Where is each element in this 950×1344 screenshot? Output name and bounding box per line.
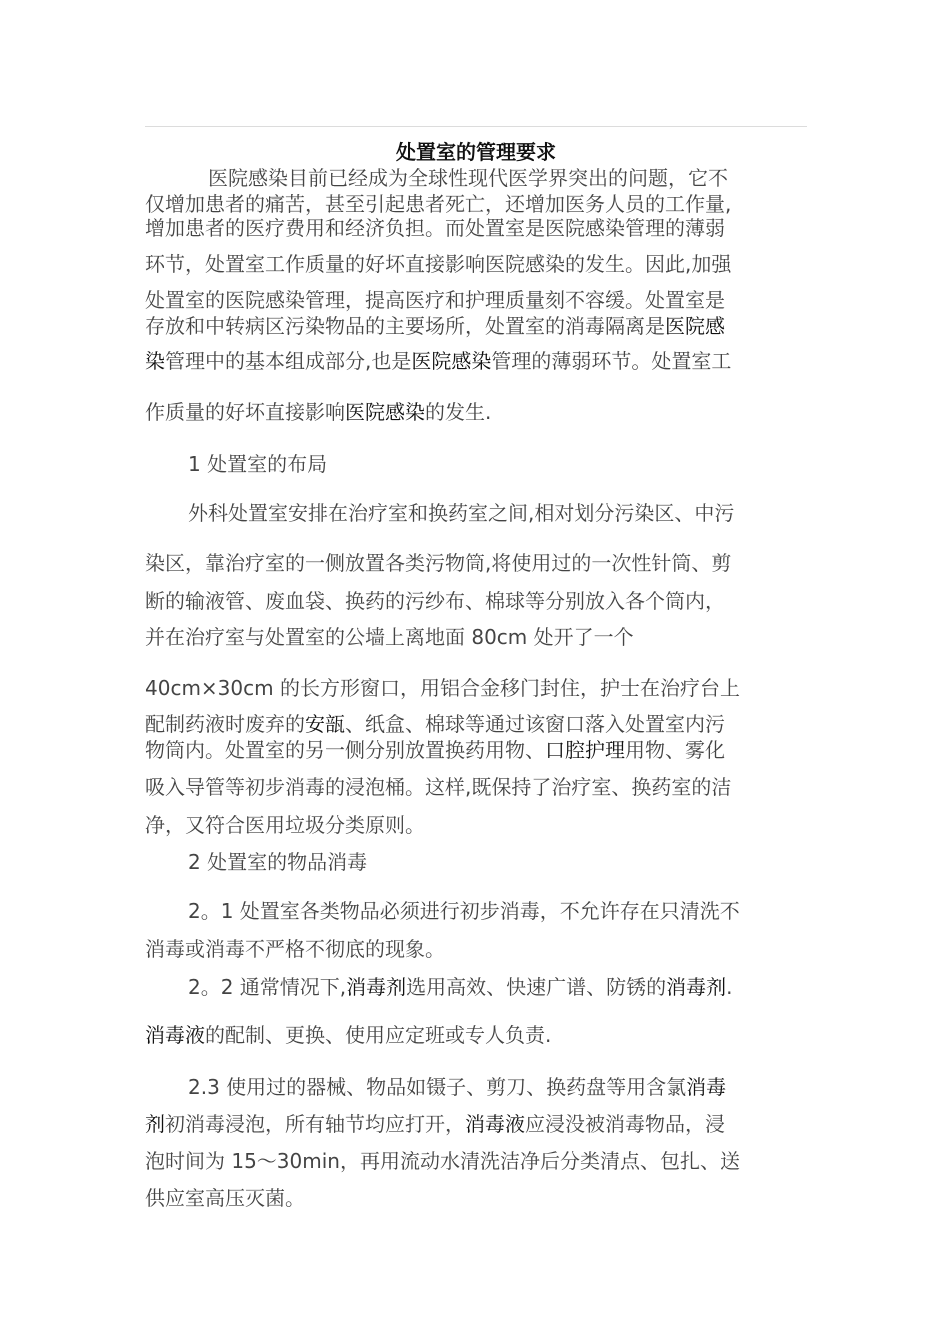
paragraph-line: 供应室高压灭菌。 <box>145 1186 305 1210</box>
paragraph-line: 作质量的好坏直接影响医院感染的发生. <box>145 400 492 424</box>
paragraph-line: 并在治疗室与处置室的公墙上离地面 80cm 处开了一个 <box>145 625 634 649</box>
document-title: 处置室的管理要求 <box>396 140 556 164</box>
keyword-link[interactable]: 消毒剂 <box>666 975 727 999</box>
keyword-link[interactable]: 安瓿 <box>305 712 345 736</box>
keyword-link[interactable]: 染 <box>145 349 165 373</box>
keyword-link[interactable]: 剂 <box>145 1112 165 1136</box>
paragraph-line: 40cm×30cm 的长方形窗口，用铝合金移门封住，护士在治疗台上 <box>145 676 740 700</box>
header-rule <box>145 126 807 127</box>
paragraph-line: 染区，靠治疗室的一侧放置各类污物筒,将使用过的一次性针筒、剪 <box>145 551 732 575</box>
section-heading: 1 处置室的布局 <box>188 452 328 476</box>
paragraph-line: 消毒液的配制、更换、使用应定班或专人负责. <box>145 1023 552 1047</box>
paragraph-line: 配制药液时废弃的安瓿、纸盒、棉球等通过该窗口落入处置室内污 <box>145 712 725 736</box>
paragraph-line: 增加患者的医疗费用和经济负担。而处置室是医院感染管理的薄弱 <box>145 216 725 240</box>
paragraph-line: 泡时间为 15～30min，再用流动水清洗洁净后分类清点、包扎、送 <box>145 1149 740 1173</box>
paragraph-line: 环节，处置室工作质量的好坏直接影响医院感染的发生。因此,加强 <box>145 252 732 276</box>
paragraph-line: 外科处置室安排在治疗室和换药室之间,相对划分污染区、中污 <box>188 501 735 525</box>
keyword-link[interactable]: 消毒液 <box>145 1023 205 1047</box>
paragraph-line: 仅增加患者的痛苦，甚至引起患者死亡，还增加医务人员的工作量, <box>145 192 732 216</box>
paragraph-line: 吸入导管等初步消毒的浸泡桶。这样,既保持了治疗室、换药室的洁 <box>145 775 732 799</box>
keyword-link[interactable]: 口腔护理 <box>545 738 625 762</box>
keyword-link[interactable]: 消毒剂 <box>346 975 407 999</box>
paragraph-line: 消毒或消毒不严格不彻底的现象。 <box>145 937 445 961</box>
paragraph-line: 医院感染目前已经成为全球性现代医学界突出的问题，它不 <box>208 166 728 190</box>
paragraph-line: 处置室的医院感染管理，提高医疗和护理质量刻不容缓。处置室是 <box>145 288 725 312</box>
keyword-link[interactable]: 医院感染 <box>345 400 425 424</box>
paragraph-line: 2。1 处置室各类物品必须进行初步消毒，不允许存在只清洗不 <box>188 899 740 923</box>
paragraph-line: 物筒内。处置室的另一侧分别放置换药用物、口腔护理用物、雾化 <box>145 738 725 762</box>
paragraph-line: 染管理中的基本组成部分,也是医院感染管理的薄弱环节。处置室工 <box>145 349 732 373</box>
paragraph-line: 断的输液管、废血袋、换药的污纱布、棉球等分别放入各个筒内， <box>145 589 725 613</box>
paragraph-line: 存放和中转病区污染物品的主要场所，处置室的消毒隔离是医院感 <box>145 314 725 338</box>
section-heading: 2 处置室的物品消毒 <box>188 850 368 874</box>
keyword-link[interactable]: 医院感染 <box>411 349 492 373</box>
paragraph-line: 2。2 通常情况下,消毒剂选用高效、快速广谱、防锈的消毒剂. <box>188 975 733 999</box>
paragraph-line: 净，又符合医用垃圾分类原则。 <box>145 813 425 837</box>
keyword-link[interactable]: 医院感 <box>665 314 725 338</box>
paragraph-line: 2.3 使用过的器械、物品如镊子、剪刀、换药盘等用含氯消毒 <box>188 1075 727 1099</box>
keyword-link[interactable]: 消毒液 <box>465 1112 525 1136</box>
keyword-link[interactable]: 消毒 <box>686 1075 727 1099</box>
paragraph-line: 剂初消毒浸泡，所有轴节均应打开，消毒液应浸没被消毒物品，浸 <box>145 1112 725 1136</box>
